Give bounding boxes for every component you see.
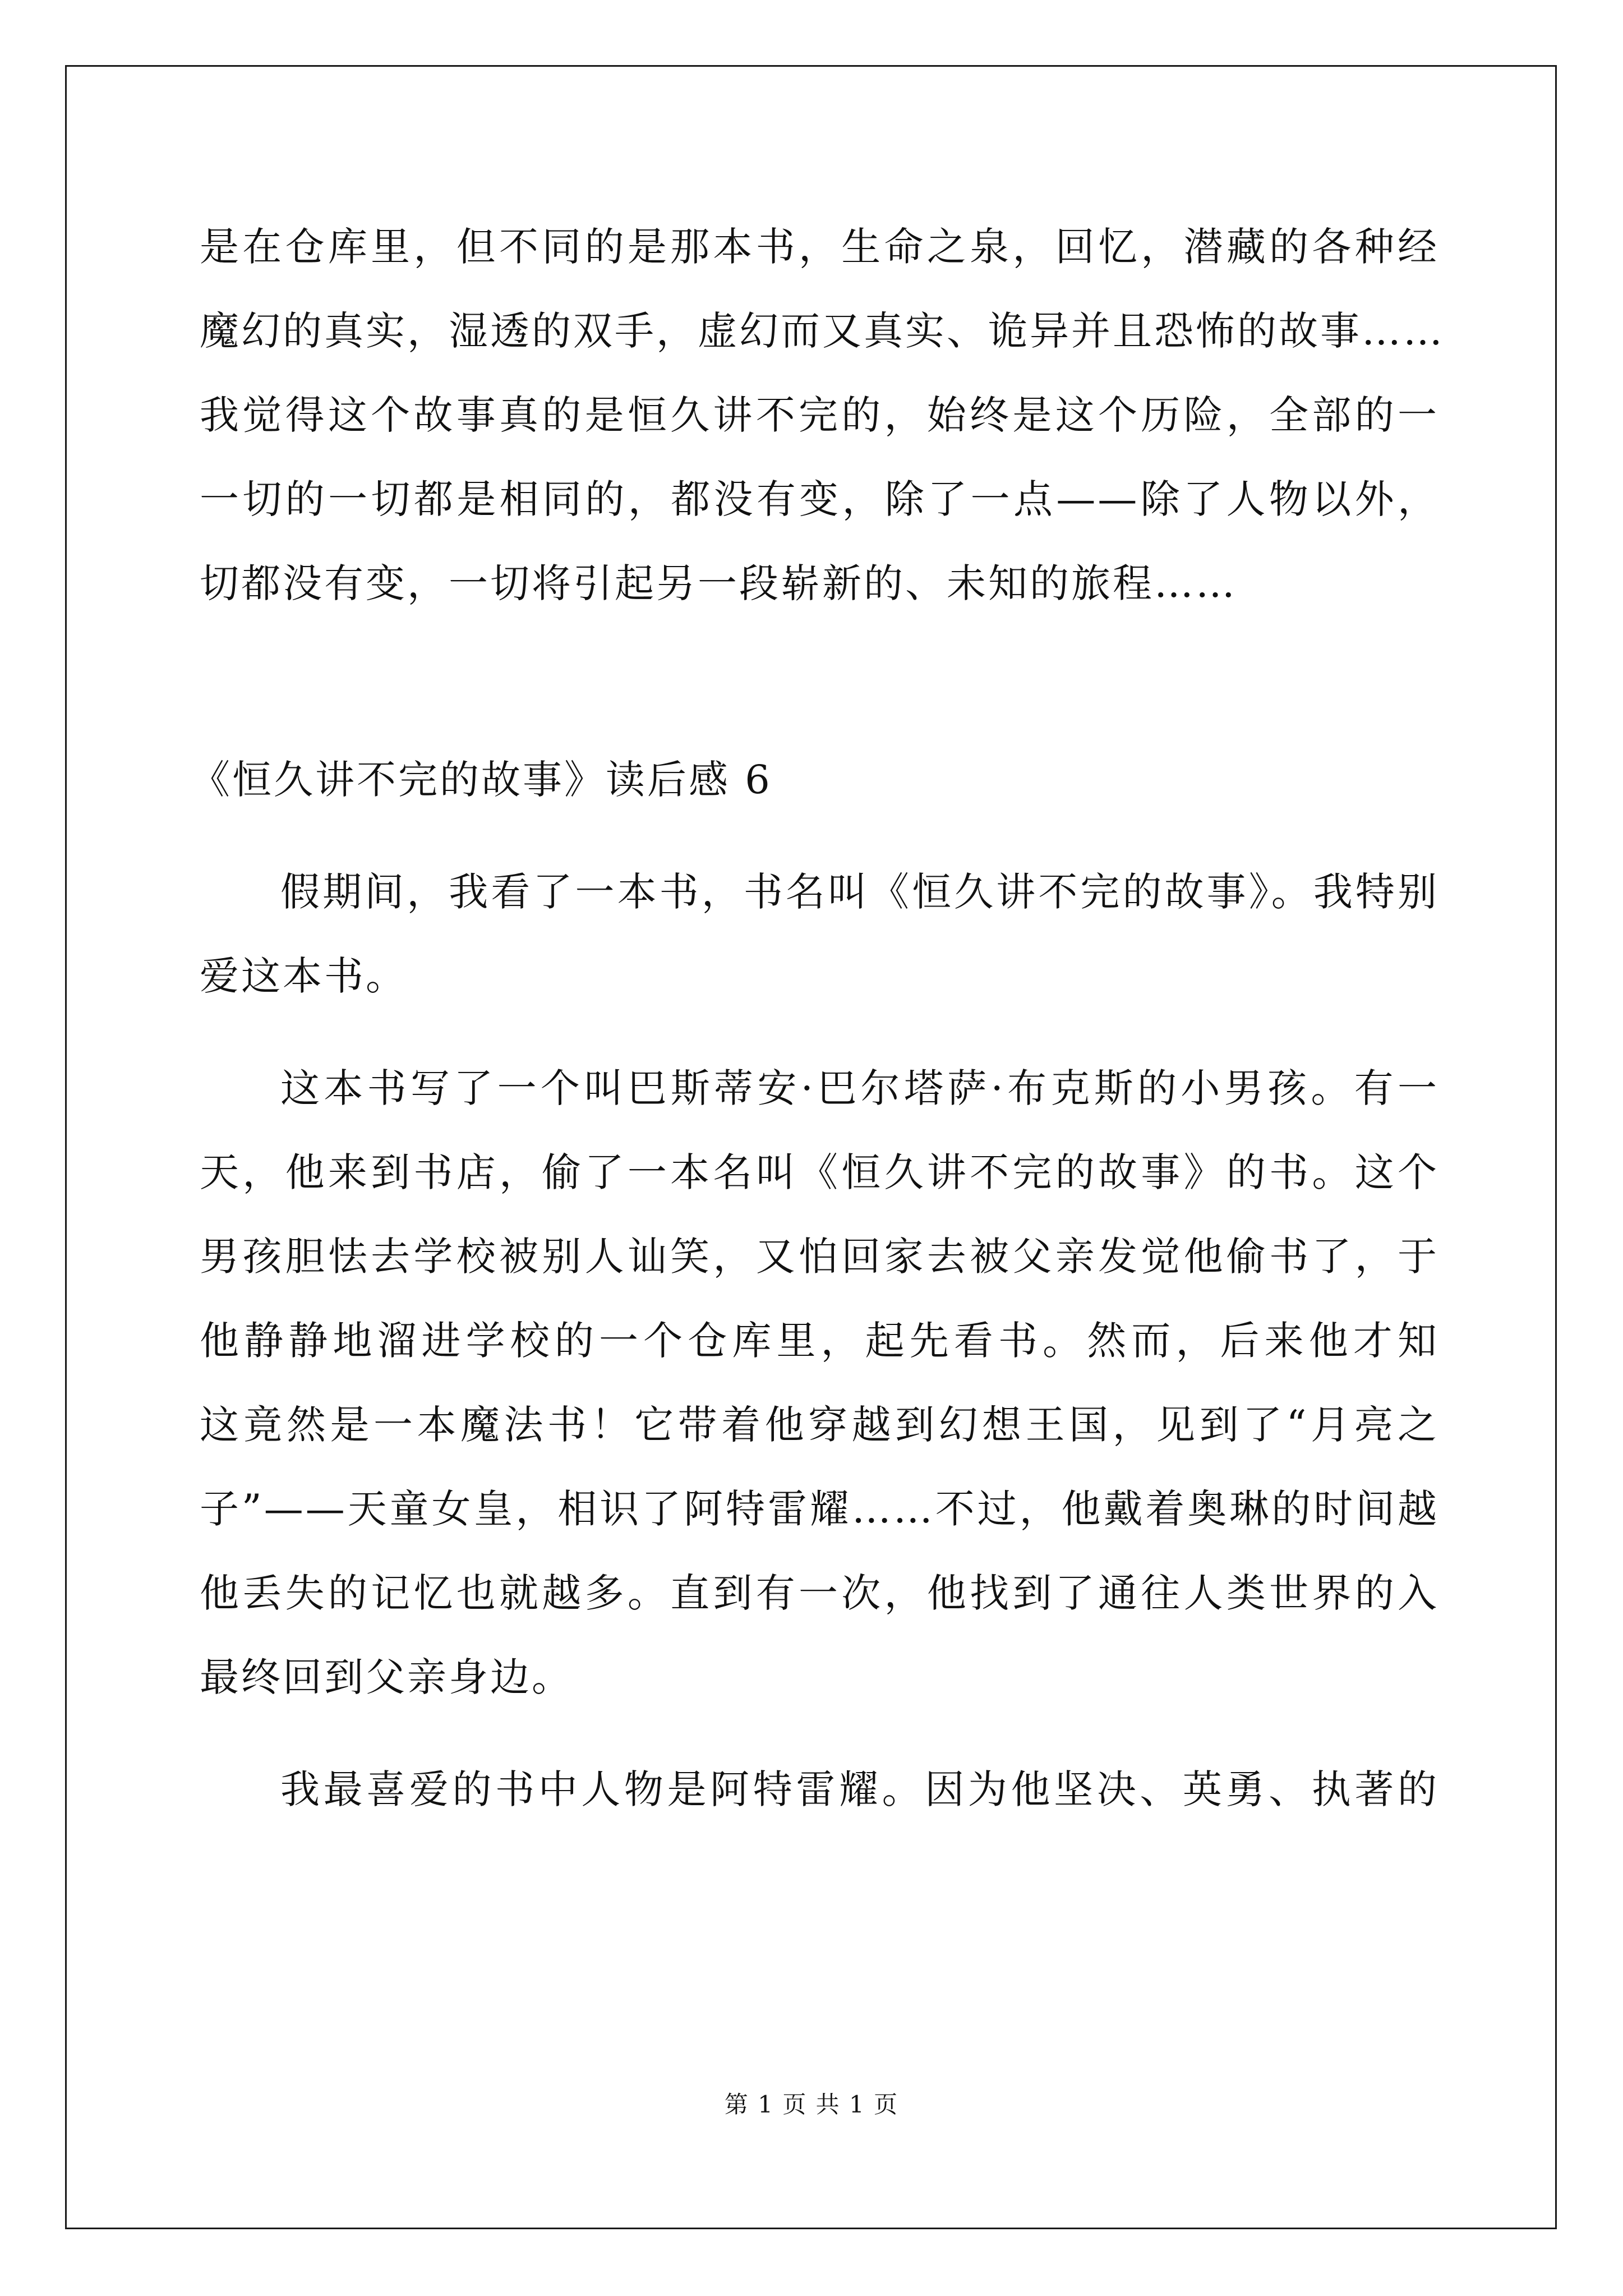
- paragraph-2-line-2: 天，他来到书店，偷了一本名叫《恒久讲不完的故事》的书。这个: [200, 1149, 1439, 1195]
- paragraph-1-line-1: 假期间，我看了一本书，书名叫《恒久讲不完的故事》。我特别: [280, 869, 1439, 915]
- body-line-2: 魔幻的真实，湿透的双手，虚幻而又真实、诡异并且恐怖的故事……: [200, 308, 1445, 354]
- body-line-3: 我觉得这个故事真的是恒久讲不完的，始终是这个历险，全部的一: [200, 392, 1439, 438]
- paragraph-2-line-3: 男孩胆怯去学校被别人讪笑，又怕回家去被父亲发觉他偷书了，于: [200, 1234, 1439, 1280]
- section-heading: 《恒久讲不完的故事》读后感 6: [191, 757, 772, 803]
- paragraph-2-line-5: 这竟然是一本魔法书！它带着他穿越到幻想王国，见到了“月亮之: [200, 1402, 1439, 1448]
- paragraph-2-line-6: 子”——天童女皇，相识了阿特雷耀……不过，他戴着奥琳的时间越: [200, 1486, 1439, 1532]
- paragraph-2-line-7: 他丢失的记忆也就越多。直到有一次，他找到了通往人类世界的入: [200, 1570, 1439, 1616]
- page-number-footer: 第 1 页 共 1 页: [724, 2091, 899, 2118]
- paragraph-1-line-2: 爱这本书。: [200, 953, 407, 999]
- paragraph-2-line-4: 他静静地溜进学校的一个仓库里，起先看书。然而，后来他才知: [200, 1318, 1439, 1364]
- paragraph-3-line-1: 我最喜爱的书中人物是阿特雷耀。因为他坚决、英勇、执著的: [280, 1766, 1439, 1812]
- body-line-5: 切都没有变，一切将引起另一段崭新的、未知的旅程……: [200, 560, 1237, 606]
- body-line-4: 一切的一切都是相同的，都没有变，除了一点——除了人物以外，: [200, 476, 1439, 522]
- paragraph-2-line-8: 最终回到父亲身边。: [200, 1654, 573, 1700]
- body-line-1: 是在仓库里，但不同的是那本书，生命之泉，回忆，潜藏的各种经: [200, 224, 1439, 270]
- paragraph-2-line-1: 这本书写了一个叫巴斯蒂安·巴尔塔萨·布克斯的小男孩。有一: [280, 1065, 1439, 1111]
